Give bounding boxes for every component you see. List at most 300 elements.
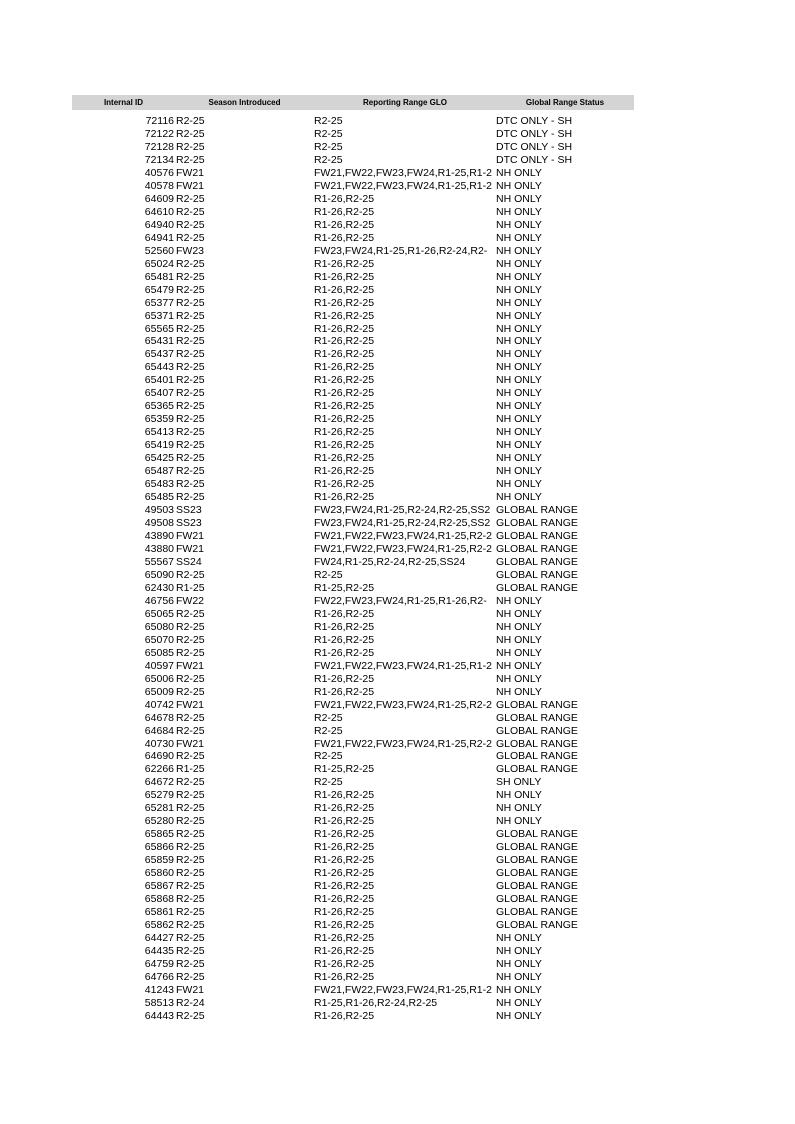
cell-season-introduced: R2-25 bbox=[176, 802, 205, 815]
cell-global-range-status: DTC ONLY - SH bbox=[496, 115, 573, 127]
cell-reporting-range: FW21,FW22,FW23,FW24,R1-25,R1-2 bbox=[314, 166, 492, 179]
cell-reporting-range: R1-26,R2-25 bbox=[314, 815, 375, 828]
cell-global-range-status: NH ONLY bbox=[496, 802, 542, 815]
cell-reporting-range: R1-26,R2-25 bbox=[314, 374, 375, 387]
cell-reporting-range: R1-26,R2-25 bbox=[314, 802, 375, 815]
cell-reporting-range: R1-26,R2-25 bbox=[314, 387, 375, 400]
cell-season-introduced: R2-25 bbox=[176, 854, 205, 867]
cell-season-introduced: R2-25 bbox=[176, 205, 205, 218]
cell-reporting-range: R2-25 bbox=[314, 724, 343, 737]
cell-reporting-range: FW21,FW22,FW23,FW24,R1-25,R2-2 bbox=[314, 737, 492, 750]
cell-internal-id: 65483 bbox=[144, 478, 174, 491]
cell-season-introduced: R2-25 bbox=[176, 685, 205, 698]
cell-internal-id: 65479 bbox=[144, 283, 174, 296]
cell-reporting-range: R1-26,R2-25 bbox=[314, 192, 375, 205]
table-row bbox=[72, 361, 634, 374]
cell-global-range-status: NH ONLY bbox=[496, 205, 542, 218]
cell-reporting-range: R1-26,R2-25 bbox=[314, 348, 375, 361]
cell-reporting-range: R2-25 bbox=[314, 127, 343, 140]
table-row bbox=[72, 504, 634, 517]
cell-global-range-status: GLOBAL RANGE bbox=[496, 724, 578, 737]
cell-season-introduced: R2-25 bbox=[176, 452, 205, 465]
cell-global-range-status: GLOBAL RANGE bbox=[496, 893, 578, 906]
cell-global-range-status: DTC ONLY - SH bbox=[496, 127, 573, 140]
header-internal-id: Internal ID bbox=[103, 98, 144, 107]
table-row bbox=[72, 439, 634, 452]
cell-internal-id: 65009 bbox=[144, 685, 174, 698]
header-season-introduced: Season Introduced bbox=[208, 98, 281, 107]
cell-reporting-range: FW23,FW24,R1-25,R2-24,R2-25,SS2 bbox=[314, 504, 491, 517]
cell-global-range-status: GLOBAL RANGE bbox=[496, 919, 578, 932]
cell-global-range-status: NH ONLY bbox=[496, 815, 542, 828]
cell-global-range-status: NH ONLY bbox=[496, 244, 542, 257]
cell-internal-id: 65866 bbox=[144, 841, 174, 854]
cell-internal-id: 65080 bbox=[144, 620, 174, 633]
table-row bbox=[72, 854, 634, 867]
cell-reporting-range: R1-26,R2-25 bbox=[314, 257, 375, 270]
cell-season-introduced: R2-25 bbox=[176, 620, 205, 633]
cell-season-introduced: R2-25 bbox=[176, 957, 205, 970]
table-row bbox=[72, 634, 634, 647]
cell-internal-id: 55567 bbox=[144, 555, 174, 568]
cell-internal-id: 49503 bbox=[144, 504, 174, 517]
cell-reporting-range: R1-26,R2-25 bbox=[314, 841, 375, 854]
cell-internal-id: 65365 bbox=[144, 400, 174, 413]
cell-season-introduced: R2-25 bbox=[176, 919, 205, 932]
table-row bbox=[72, 323, 634, 336]
cell-global-range-status: NH ONLY bbox=[496, 465, 542, 478]
cell-global-range-status: NH ONLY bbox=[496, 491, 542, 504]
cell-internal-id: 65865 bbox=[144, 828, 174, 841]
cell-global-range-status: NH ONLY bbox=[496, 672, 542, 685]
cell-reporting-range: FW21,FW22,FW23,FW24,R1-25,R2-2 bbox=[314, 698, 492, 711]
cell-internal-id: 65401 bbox=[144, 374, 174, 387]
table-row bbox=[72, 893, 634, 906]
cell-reporting-range: R1-26,R2-25 bbox=[314, 893, 375, 906]
cell-season-introduced: FW21 bbox=[176, 698, 205, 711]
table-row bbox=[72, 232, 634, 245]
cell-season-introduced: R2-25 bbox=[176, 270, 205, 283]
cell-season-introduced: R2-25 bbox=[176, 841, 205, 854]
cell-internal-id: 65359 bbox=[144, 413, 174, 426]
table-row bbox=[72, 374, 634, 387]
cell-season-introduced: FW21 bbox=[176, 737, 205, 750]
table-row bbox=[72, 335, 634, 348]
cell-global-range-status: GLOBAL RANGE bbox=[496, 737, 578, 750]
cell-global-range-status: NH ONLY bbox=[496, 945, 542, 957]
cell-reporting-range: R1-26,R2-25 bbox=[314, 854, 375, 867]
table-row bbox=[72, 660, 634, 673]
cell-season-introduced: SS24 bbox=[176, 555, 202, 568]
cell-reporting-range: R1-26,R2-25 bbox=[314, 270, 375, 283]
cell-internal-id: 64435 bbox=[144, 945, 174, 957]
cell-global-range-status: GLOBAL RANGE bbox=[496, 763, 578, 776]
table-row bbox=[72, 880, 634, 893]
cell-reporting-range: R2-25 bbox=[314, 776, 343, 789]
cell-internal-id: 46756 bbox=[144, 594, 174, 607]
cell-internal-id: 65867 bbox=[144, 880, 174, 893]
table-row bbox=[72, 789, 634, 802]
cell-internal-id: 65481 bbox=[144, 270, 174, 283]
cell-internal-id: 64672 bbox=[144, 776, 174, 789]
table-row bbox=[72, 569, 634, 582]
cell-reporting-range: R2-25 bbox=[314, 140, 343, 153]
cell-global-range-status: NH ONLY bbox=[496, 218, 542, 231]
cell-season-introduced: R2-25 bbox=[176, 140, 205, 153]
cell-global-range-status: NH ONLY bbox=[496, 633, 542, 646]
cell-reporting-range: FW24,R1-25,R2-24,R2-25,SS24 bbox=[314, 555, 466, 568]
cell-global-range-status: NH ONLY bbox=[496, 283, 542, 296]
cell-reporting-range: R1-26,R2-25 bbox=[314, 906, 375, 919]
cell-season-introduced: R2-25 bbox=[176, 218, 205, 231]
cell-reporting-range: FW22,FW23,FW24,R1-25,R1-26,R2- bbox=[314, 594, 487, 607]
table-row bbox=[72, 154, 634, 167]
header-global-range-status: Global Range Status bbox=[525, 98, 605, 107]
cell-internal-id: 65377 bbox=[144, 296, 174, 309]
cell-season-introduced: R2-25 bbox=[176, 309, 205, 322]
cell-season-introduced: FW21 bbox=[176, 659, 205, 672]
table-row bbox=[72, 997, 634, 1010]
cell-reporting-range: R1-26,R2-25 bbox=[314, 322, 375, 335]
cell-reporting-range: R2-25 bbox=[314, 750, 343, 763]
table-row bbox=[72, 141, 634, 154]
cell-global-range-status: GLOBAL RANGE bbox=[496, 568, 578, 581]
cell-global-range-status: NH ONLY bbox=[496, 789, 542, 802]
cell-internal-id: 62266 bbox=[144, 763, 174, 776]
table-row bbox=[72, 517, 634, 530]
cell-global-range-status: GLOBAL RANGE bbox=[496, 581, 578, 594]
cell-season-introduced: R1-25 bbox=[176, 763, 205, 776]
cell-reporting-range: R1-26,R2-25 bbox=[314, 309, 375, 322]
cell-season-introduced: R2-25 bbox=[176, 439, 205, 452]
table-row bbox=[72, 712, 634, 725]
cell-internal-id: 72122 bbox=[144, 127, 174, 140]
cell-reporting-range: R1-26,R2-25 bbox=[314, 439, 375, 452]
table-row bbox=[72, 686, 634, 699]
cell-global-range-status: NH ONLY bbox=[496, 439, 542, 452]
cell-reporting-range: R1-26,R2-25 bbox=[314, 413, 375, 426]
cell-reporting-range: R1-26,R2-25 bbox=[314, 426, 375, 439]
table-row bbox=[72, 491, 634, 504]
cell-season-introduced: R2-25 bbox=[176, 724, 205, 737]
table-row bbox=[72, 582, 634, 595]
table-row bbox=[72, 271, 634, 284]
cell-reporting-range: R1-26,R2-25 bbox=[314, 296, 375, 309]
cell-global-range-status: NH ONLY bbox=[496, 594, 542, 607]
cell-season-introduced: FW21 bbox=[176, 983, 205, 996]
cell-internal-id: 65279 bbox=[144, 789, 174, 802]
cell-season-introduced: R2-25 bbox=[176, 867, 205, 880]
cell-internal-id: 40578 bbox=[144, 179, 174, 192]
cell-season-introduced: R2-25 bbox=[176, 296, 205, 309]
cell-season-introduced: R2-25 bbox=[176, 192, 205, 205]
cell-global-range-status: NH ONLY bbox=[496, 387, 542, 400]
cell-season-introduced: R2-25 bbox=[176, 568, 205, 581]
cell-season-introduced: R2-25 bbox=[176, 711, 205, 724]
cell-global-range-status: NH ONLY bbox=[496, 335, 542, 348]
table-row bbox=[72, 776, 634, 789]
cell-reporting-range: R1-26,R2-25 bbox=[314, 218, 375, 231]
cell-season-introduced: R2-25 bbox=[176, 348, 205, 361]
cell-season-introduced: R2-25 bbox=[176, 880, 205, 893]
cell-global-range-status: NH ONLY bbox=[496, 309, 542, 322]
cell-global-range-status: NH ONLY bbox=[496, 374, 542, 387]
cell-season-introduced: FW21 bbox=[176, 166, 205, 179]
cell-season-introduced: R2-25 bbox=[176, 893, 205, 906]
table-row bbox=[72, 387, 634, 400]
cell-reporting-range: R1-26,R2-25 bbox=[314, 828, 375, 841]
cell-internal-id: 64427 bbox=[144, 932, 174, 945]
cell-season-introduced: R2-25 bbox=[176, 646, 205, 659]
cell-internal-id: 64443 bbox=[144, 1009, 174, 1022]
cell-season-introduced: R1-25 bbox=[176, 581, 205, 594]
cell-global-range-status: NH ONLY bbox=[496, 478, 542, 491]
cell-global-range-status: NH ONLY bbox=[496, 659, 542, 672]
header-reporting-range: Reporting Range GLO bbox=[363, 98, 447, 107]
cell-season-introduced: FW21 bbox=[176, 179, 205, 192]
cell-global-range-status: NH ONLY bbox=[496, 970, 542, 983]
table-row bbox=[72, 647, 634, 660]
table-row bbox=[72, 426, 634, 439]
table-row bbox=[72, 738, 634, 751]
table-row bbox=[72, 297, 634, 310]
cell-reporting-range: R1-26,R2-25 bbox=[314, 452, 375, 465]
table-row bbox=[72, 348, 634, 361]
cell-global-range-status: GLOBAL RANGE bbox=[496, 854, 578, 867]
table-row bbox=[72, 763, 634, 776]
cell-global-range-status: NH ONLY bbox=[496, 166, 542, 179]
table-row bbox=[72, 556, 634, 569]
cell-reporting-range: R1-26,R2-25 bbox=[314, 231, 375, 244]
cell-internal-id: 65085 bbox=[144, 646, 174, 659]
cell-internal-id: 65090 bbox=[144, 568, 174, 581]
cell-internal-id: 64609 bbox=[144, 192, 174, 205]
table-row bbox=[72, 932, 634, 945]
cell-internal-id: 65861 bbox=[144, 906, 174, 919]
table-body bbox=[72, 115, 634, 1023]
table-row bbox=[72, 919, 634, 932]
cell-global-range-status: NH ONLY bbox=[496, 296, 542, 309]
cell-reporting-range: R1-26,R2-25 bbox=[314, 685, 375, 698]
cell-season-introduced: R2-25 bbox=[176, 945, 205, 957]
cell-global-range-status: NH ONLY bbox=[496, 1009, 542, 1022]
cell-internal-id: 65859 bbox=[144, 854, 174, 867]
cell-global-range-status: GLOBAL RANGE bbox=[496, 711, 578, 724]
cell-global-range-status: GLOBAL RANGE bbox=[496, 906, 578, 919]
cell-global-range-status: GLOBAL RANGE bbox=[496, 542, 578, 555]
cell-season-introduced: R2-24 bbox=[176, 996, 205, 1009]
cell-season-introduced: R2-25 bbox=[176, 906, 205, 919]
table-row bbox=[72, 750, 634, 763]
cell-season-introduced: R2-25 bbox=[176, 283, 205, 296]
table-row bbox=[72, 167, 634, 180]
table-row bbox=[72, 180, 634, 193]
table-row bbox=[72, 115, 634, 128]
cell-internal-id: 65024 bbox=[144, 257, 174, 270]
table-row bbox=[72, 258, 634, 271]
cell-global-range-status: GLOBAL RANGE bbox=[496, 867, 578, 880]
cell-season-introduced: R2-25 bbox=[176, 672, 205, 685]
table-row bbox=[72, 284, 634, 297]
cell-global-range-status: DTC ONLY - SH bbox=[496, 153, 573, 166]
cell-season-introduced: FW23 bbox=[176, 244, 205, 257]
cell-global-range-status: NH ONLY bbox=[496, 426, 542, 439]
cell-global-range-status: NH ONLY bbox=[496, 179, 542, 192]
cell-global-range-status: NH ONLY bbox=[496, 996, 542, 1009]
cell-reporting-range: FW21,FW22,FW23,FW24,R1-25,R1-2 bbox=[314, 659, 492, 672]
cell-reporting-range: R1-26,R2-25 bbox=[314, 646, 375, 659]
cell-season-introduced: R2-25 bbox=[176, 115, 205, 127]
table-row bbox=[72, 530, 634, 543]
cell-reporting-range: R1-26,R2-25 bbox=[314, 1009, 375, 1022]
cell-season-introduced: R2-25 bbox=[176, 322, 205, 335]
cell-internal-id: 43880 bbox=[144, 542, 174, 555]
cell-reporting-range: R2-25 bbox=[314, 115, 343, 127]
table-row bbox=[72, 310, 634, 323]
table-row bbox=[72, 673, 634, 686]
cell-global-range-status: DTC ONLY - SH bbox=[496, 140, 573, 153]
cell-season-introduced: R2-25 bbox=[176, 231, 205, 244]
cell-internal-id: 64684 bbox=[144, 724, 174, 737]
cell-internal-id: 72116 bbox=[145, 115, 174, 127]
cell-season-introduced: R2-25 bbox=[176, 789, 205, 802]
cell-season-introduced: R2-25 bbox=[176, 257, 205, 270]
cell-global-range-status: NH ONLY bbox=[496, 348, 542, 361]
spreadsheet-table bbox=[72, 95, 634, 1023]
cell-internal-id: 65437 bbox=[144, 348, 174, 361]
cell-reporting-range: FW21,FW22,FW23,FW24,R1-25,R2-2 bbox=[314, 542, 492, 555]
cell-season-introduced: SS23 bbox=[176, 517, 202, 530]
cell-internal-id: 65860 bbox=[144, 867, 174, 880]
cell-global-range-status: NH ONLY bbox=[496, 452, 542, 465]
table-row bbox=[72, 828, 634, 841]
cell-reporting-range: R1-26,R2-25 bbox=[314, 672, 375, 685]
table-row bbox=[72, 413, 634, 426]
cell-global-range-status: NH ONLY bbox=[496, 270, 542, 283]
cell-season-introduced: R2-25 bbox=[176, 815, 205, 828]
table-row bbox=[72, 945, 634, 958]
cell-internal-id: 40597 bbox=[144, 659, 174, 672]
cell-internal-id: 65371 bbox=[144, 309, 174, 322]
cell-global-range-status: NH ONLY bbox=[496, 620, 542, 633]
cell-global-range-status: GLOBAL RANGE bbox=[496, 555, 578, 568]
cell-season-introduced: R2-25 bbox=[176, 607, 205, 620]
table-row bbox=[72, 219, 634, 232]
cell-season-introduced: R2-25 bbox=[176, 413, 205, 426]
cell-global-range-status: GLOBAL RANGE bbox=[496, 530, 578, 542]
table-row bbox=[72, 906, 634, 919]
cell-internal-id: 40730 bbox=[144, 737, 174, 750]
cell-reporting-range: R1-26,R2-25 bbox=[314, 970, 375, 983]
table-row bbox=[72, 841, 634, 854]
cell-season-introduced: R2-25 bbox=[176, 387, 205, 400]
cell-reporting-range: FW21,FW22,FW23,FW24,R1-25,R1-2 bbox=[314, 179, 492, 192]
cell-reporting-range: FW21,FW22,FW23,FW24,R1-25,R1-2 bbox=[314, 983, 492, 996]
cell-season-introduced: R2-25 bbox=[176, 335, 205, 348]
cell-internal-id: 43890 bbox=[144, 530, 174, 542]
cell-season-introduced: R2-25 bbox=[176, 828, 205, 841]
cell-season-introduced: R2-25 bbox=[176, 426, 205, 439]
cell-reporting-range: FW23,FW24,R1-25,R1-26,R2-24,R2- bbox=[314, 244, 488, 257]
cell-season-introduced: R2-25 bbox=[176, 465, 205, 478]
cell-global-range-status: NH ONLY bbox=[496, 607, 542, 620]
cell-season-introduced: R2-25 bbox=[176, 970, 205, 983]
table-row bbox=[72, 621, 634, 634]
cell-internal-id: 64610 bbox=[144, 205, 174, 218]
cell-reporting-range: R1-26,R2-25 bbox=[314, 945, 375, 957]
cell-reporting-range: R1-26,R2-25 bbox=[314, 620, 375, 633]
table-row bbox=[72, 802, 634, 815]
cell-global-range-status: NH ONLY bbox=[496, 257, 542, 270]
cell-global-range-status: NH ONLY bbox=[496, 983, 542, 996]
cell-global-range-status: GLOBAL RANGE bbox=[496, 828, 578, 841]
cell-global-range-status: GLOBAL RANGE bbox=[496, 698, 578, 711]
cell-internal-id: 72134 bbox=[144, 153, 174, 166]
cell-internal-id: 72128 bbox=[144, 140, 174, 153]
cell-reporting-range: R2-25 bbox=[314, 711, 343, 724]
cell-reporting-range: R1-25,R1-26,R2-24,R2-25 bbox=[314, 996, 438, 1009]
cell-internal-id: 65868 bbox=[144, 893, 174, 906]
table-row bbox=[72, 245, 634, 258]
cell-internal-id: 65431 bbox=[144, 335, 174, 348]
cell-global-range-status: NH ONLY bbox=[496, 646, 542, 659]
table-row bbox=[72, 543, 634, 556]
cell-reporting-range: R1-26,R2-25 bbox=[314, 283, 375, 296]
cell-reporting-range: R1-26,R2-25 bbox=[314, 491, 375, 504]
table-row bbox=[72, 608, 634, 621]
cell-internal-id: 64766 bbox=[144, 970, 174, 983]
cell-season-introduced: R2-25 bbox=[176, 153, 205, 166]
table-row bbox=[72, 128, 634, 141]
cell-season-introduced: R2-25 bbox=[176, 776, 205, 789]
cell-internal-id: 65487 bbox=[144, 465, 174, 478]
cell-season-introduced: R2-25 bbox=[176, 750, 205, 763]
cell-internal-id: 64690 bbox=[144, 750, 174, 763]
cell-internal-id: 65565 bbox=[144, 322, 174, 335]
cell-season-introduced: FW21 bbox=[176, 530, 205, 542]
table-row bbox=[72, 206, 634, 219]
cell-internal-id: 65070 bbox=[144, 633, 174, 646]
cell-internal-id: 64940 bbox=[144, 218, 174, 231]
cell-internal-id: 49508 bbox=[144, 517, 174, 530]
cell-internal-id: 40742 bbox=[144, 698, 174, 711]
cell-reporting-range: R1-26,R2-25 bbox=[314, 335, 375, 348]
cell-global-range-status: GLOBAL RANGE bbox=[496, 517, 578, 530]
cell-global-range-status: GLOBAL RANGE bbox=[496, 841, 578, 854]
cell-reporting-range: R1-26,R2-25 bbox=[314, 880, 375, 893]
cell-global-range-status: NH ONLY bbox=[496, 322, 542, 335]
table-row bbox=[72, 193, 634, 206]
cell-season-introduced: R2-25 bbox=[176, 400, 205, 413]
cell-global-range-status: SH ONLY bbox=[496, 776, 542, 789]
cell-season-introduced: R2-25 bbox=[176, 478, 205, 491]
cell-internal-id: 65065 bbox=[144, 607, 174, 620]
table-row bbox=[72, 958, 634, 971]
cell-reporting-range: FW21,FW22,FW23,FW24,R1-25,R2-2 bbox=[314, 530, 492, 542]
cell-internal-id: 52560 bbox=[144, 244, 174, 257]
cell-global-range-status: NH ONLY bbox=[496, 400, 542, 413]
cell-reporting-range: R1-26,R2-25 bbox=[314, 465, 375, 478]
cell-reporting-range: R1-25,R2-25 bbox=[314, 581, 375, 594]
cell-season-introduced: R2-25 bbox=[176, 374, 205, 387]
table-row bbox=[72, 452, 634, 465]
cell-internal-id: 65413 bbox=[144, 426, 174, 439]
cell-season-introduced: R2-25 bbox=[176, 1009, 205, 1022]
table-row bbox=[72, 465, 634, 478]
cell-season-introduced: R2-25 bbox=[176, 127, 205, 140]
cell-reporting-range: R1-26,R2-25 bbox=[314, 607, 375, 620]
cell-reporting-range: R1-26,R2-25 bbox=[314, 867, 375, 880]
